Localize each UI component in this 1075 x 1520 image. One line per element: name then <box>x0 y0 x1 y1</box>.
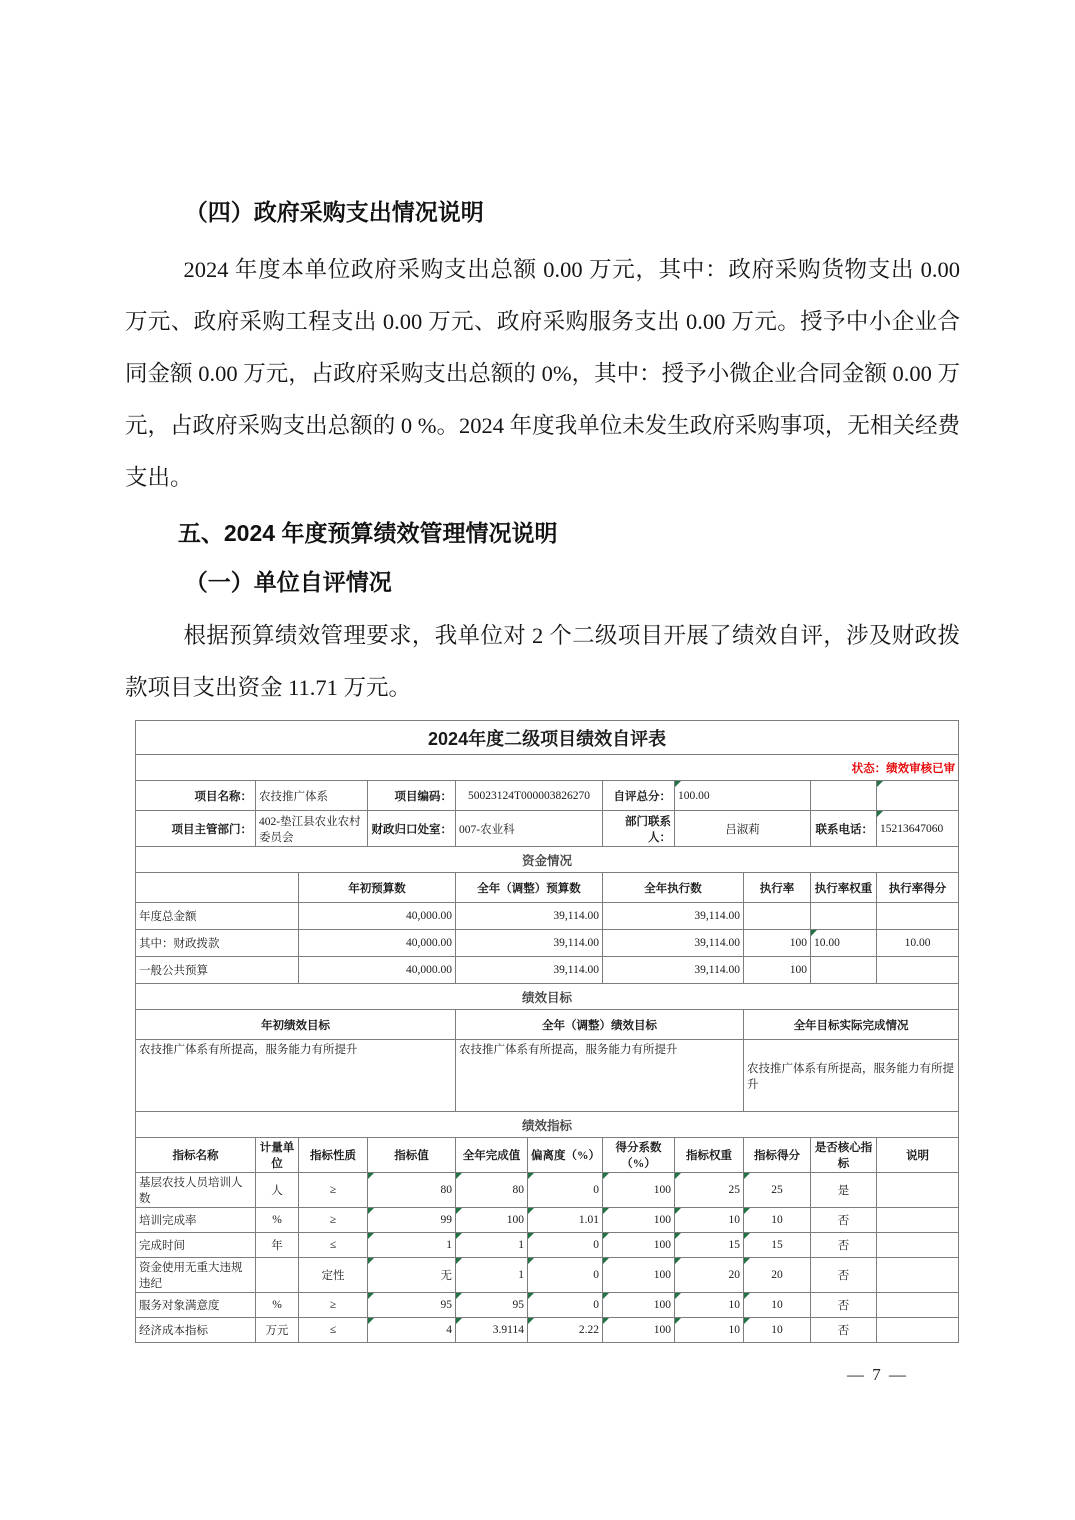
indicator-score: 25 <box>744 1173 811 1208</box>
section-goals-title: 绩效目标 <box>136 984 959 1010</box>
funding-cell: 10.00 <box>877 930 959 957</box>
indicator-coefficient: 100 <box>603 1318 675 1343</box>
indicator-score: 10 <box>744 1318 811 1343</box>
self-score-value: 100.00 <box>675 781 811 811</box>
indicator-weight: 10 <box>675 1208 744 1233</box>
status-badge: 状态：绩效审核已审 <box>136 755 959 781</box>
project-code-value: 50023124T000003826270 <box>456 781 603 811</box>
funding-row-public <box>136 957 959 984</box>
funding-header: 年初预算数 <box>299 873 456 903</box>
indicator-actual: 1 <box>456 1258 528 1293</box>
funding-cell: 10.00 <box>811 930 877 957</box>
funding-cell: 39,114.00 <box>456 903 603 930</box>
heading-self-eval: （一）单位自评情况 <box>184 570 392 595</box>
indicator-note <box>877 1318 959 1343</box>
indicator-header: 指标名称 <box>136 1138 256 1173</box>
goals-header-row <box>136 1010 959 1040</box>
indicator-deviation: 0 <box>528 1173 603 1208</box>
indicator-core: 否 <box>811 1318 877 1343</box>
indicator-unit: 万元 <box>256 1318 299 1343</box>
table-title-row <box>136 721 959 755</box>
indicator-core: 否 <box>811 1293 877 1318</box>
funding-row-fiscal <box>136 930 959 957</box>
project-name-label: 项目名称： <box>136 781 256 811</box>
indicator-score: 20 <box>744 1258 811 1293</box>
indicator-nature: ≥ <box>299 1173 368 1208</box>
indicator-coefficient: 100 <box>603 1233 675 1258</box>
indicator-weight: 20 <box>675 1258 744 1293</box>
self-eval-table <box>135 720 959 1343</box>
indicator-header: 说明 <box>877 1138 959 1173</box>
indicator-core: 是 <box>811 1173 877 1208</box>
indicator-name: 完成时间 <box>136 1233 256 1258</box>
funding-cell: 100 <box>744 930 811 957</box>
funding-row-label: 年度总金额 <box>136 903 299 930</box>
indicator-actual: 3.9114 <box>456 1318 528 1343</box>
funding-header: 执行率得分 <box>877 873 959 903</box>
indicator-score: 15 <box>744 1233 811 1258</box>
funding-header: 执行率权重 <box>811 873 877 903</box>
indicator-target: 1 <box>368 1233 456 1258</box>
indicator-header: 得分系数（%） <box>603 1138 675 1173</box>
indicator-note <box>877 1233 959 1258</box>
indicator-core: 否 <box>811 1258 877 1293</box>
dept-label: 项目主管部门： <box>136 811 256 847</box>
indicator-weight: 10 <box>675 1293 744 1318</box>
indicator-weight: 10 <box>675 1318 744 1343</box>
funding-cell: 100 <box>744 957 811 984</box>
section-funding-title: 资金情况 <box>136 847 959 873</box>
indicator-name: 经济成本指标 <box>136 1318 256 1343</box>
funding-cell: 39,114.00 <box>456 957 603 984</box>
paragraph-procurement: 2024 年度本单位政府采购支出总额 0.00 万元，其中：政府采购货物支出 0.00 万元、政府采购工程支出 0.00 万元、政府采购服务支出 0.00 万元。授予中小企业合同金额 0.00 万元，占政府采购支出总额的 0%，其中：授予小微企业合同金额 0.00 万元，占政府采购支出总额的 0 %。2024 年度我单位未发生政府采购事项，无相关经费支出。 <box>125 257 960 490</box>
funding-row-total <box>136 903 959 930</box>
funding-cell <box>877 957 959 984</box>
funding-row-label: 一般公共预算 <box>136 957 299 984</box>
funding-cell <box>811 957 877 984</box>
funding-cell: 40,000.00 <box>299 957 456 984</box>
indicator-actual: 80 <box>456 1173 528 1208</box>
phone-label: 联系电话： <box>811 811 877 847</box>
table-title: 2024年度二级项目绩效自评表 <box>136 721 959 755</box>
indicator-note <box>877 1208 959 1233</box>
funding-cell <box>877 903 959 930</box>
indicator-header-row <box>136 1138 959 1173</box>
section-indicators-title: 绩效指标 <box>136 1112 959 1138</box>
indicator-header: 计量单位 <box>256 1138 299 1173</box>
indicator-name: 基层农技人员培训人数 <box>136 1173 256 1208</box>
indicator-header: 偏离度（%） <box>528 1138 603 1173</box>
indicator-weight: 25 <box>675 1173 744 1208</box>
indicator-note <box>877 1258 959 1293</box>
funding-header-empty <box>136 873 299 903</box>
indicator-coefficient: 100 <box>603 1293 675 1318</box>
info-row-1 <box>136 781 959 811</box>
heading-performance: 五、2024 年度预算绩效管理情况说明 <box>177 520 558 546</box>
indicator-nature: 定性 <box>299 1258 368 1293</box>
indicator-coefficient: 100 <box>603 1208 675 1233</box>
goal-adjusted: 农技推广体系有所提高，服务能力有所提升 <box>456 1040 744 1112</box>
goals-header: 全年目标实际完成情况 <box>744 1010 959 1040</box>
dept-value: 402-垫江县农业农村委员会 <box>256 811 368 847</box>
indicator-header: 是否核心指标 <box>811 1138 877 1173</box>
indicator-deviation: 1.01 <box>528 1208 603 1233</box>
finance-office-value: 007-农业科 <box>456 811 603 847</box>
funding-cell: 39,114.00 <box>456 930 603 957</box>
funding-header-row <box>136 873 959 903</box>
goals-header: 全年（调整）绩效目标 <box>456 1010 744 1040</box>
project-name-value: 农技推广体系 <box>256 781 368 811</box>
indicator-coefficient: 100 <box>603 1258 675 1293</box>
empty-cell <box>811 781 877 811</box>
indicator-unit <box>256 1258 299 1293</box>
info-row-2 <box>136 811 959 847</box>
empty-cell <box>877 781 959 811</box>
indicator-note <box>877 1173 959 1208</box>
page-number: — 7 — <box>847 1365 908 1384</box>
goal-initial: 农技推广体系有所提高，服务能力有所提升 <box>136 1040 456 1112</box>
contact-value: 吕淑莉 <box>675 811 811 847</box>
indicator-score: 10 <box>744 1293 811 1318</box>
indicator-target: 95 <box>368 1293 456 1318</box>
indicator-nature: ≥ <box>299 1293 368 1318</box>
self-score-label: 自评总分： <box>603 781 675 811</box>
indicator-weight: 15 <box>675 1233 744 1258</box>
indicator-unit: 人 <box>256 1173 299 1208</box>
indicator-header: 全年完成值 <box>456 1138 528 1173</box>
section-indicators <box>136 1112 959 1138</box>
funding-cell: 39,114.00 <box>603 903 744 930</box>
goals-header: 年初绩效目标 <box>136 1010 456 1040</box>
indicator-nature: ≥ <box>299 1208 368 1233</box>
indicator-score: 10 <box>744 1208 811 1233</box>
indicator-header: 指标性质 <box>299 1138 368 1173</box>
funding-header: 全年执行数 <box>603 873 744 903</box>
indicator-core: 否 <box>811 1208 877 1233</box>
heading-procurement: （四）政府采购支出情况说明 <box>184 200 484 225</box>
indicator-row <box>136 1258 959 1293</box>
section-goals <box>136 984 959 1010</box>
indicator-header: 指标值 <box>368 1138 456 1173</box>
indicator-name: 培训完成率 <box>136 1208 256 1233</box>
indicator-row <box>136 1293 959 1318</box>
indicator-unit: % <box>256 1208 299 1233</box>
indicator-header: 指标权重 <box>675 1138 744 1173</box>
funding-cell: 39,114.00 <box>603 957 744 984</box>
funding-cell: 40,000.00 <box>299 903 456 930</box>
indicator-actual: 1 <box>456 1233 528 1258</box>
indicator-header: 指标得分 <box>744 1138 811 1173</box>
indicator-actual: 95 <box>456 1293 528 1318</box>
indicator-nature: ≤ <box>299 1318 368 1343</box>
indicator-deviation: 0 <box>528 1233 603 1258</box>
indicator-target: 无 <box>368 1258 456 1293</box>
indicator-target: 80 <box>368 1173 456 1208</box>
goals-content-row <box>136 1040 959 1112</box>
indicator-row <box>136 1208 959 1233</box>
indicator-row <box>136 1173 959 1208</box>
indicator-target: 4 <box>368 1318 456 1343</box>
paragraph-self-eval: 根据预算绩效管理要求，我单位对 2 个二级项目开展了绩效自评，涉及财政拨款项目支出资金 11.71 万元。 <box>125 623 960 700</box>
indicator-deviation: 2.22 <box>528 1318 603 1343</box>
indicator-actual: 100 <box>456 1208 528 1233</box>
indicator-row <box>136 1318 959 1343</box>
funding-header: 全年（调整）预算数 <box>456 873 603 903</box>
status-row <box>136 755 959 781</box>
funding-cell <box>811 903 877 930</box>
finance-office-label: 财政归口处室： <box>368 811 456 847</box>
indicator-deviation: 0 <box>528 1258 603 1293</box>
goal-actual: 农技推广体系有所提高，服务能力有所提升 <box>744 1040 959 1112</box>
contact-label: 部门联系人： <box>603 811 675 847</box>
indicator-nature: ≤ <box>299 1233 368 1258</box>
indicator-note <box>877 1293 959 1318</box>
indicator-name: 资金使用无重大违规违纪 <box>136 1258 256 1293</box>
funding-cell: 40,000.00 <box>299 930 456 957</box>
funding-header: 执行率 <box>744 873 811 903</box>
funding-row-label: 其中：财政拨款 <box>136 930 299 957</box>
indicator-target: 99 <box>368 1208 456 1233</box>
indicator-deviation: 0 <box>528 1293 603 1318</box>
project-code-label: 项目编码： <box>368 781 456 811</box>
funding-cell <box>744 903 811 930</box>
indicator-core: 否 <box>811 1233 877 1258</box>
indicator-coefficient: 100 <box>603 1173 675 1208</box>
indicator-unit: 年 <box>256 1233 299 1258</box>
indicator-row <box>136 1233 959 1258</box>
section-funding <box>136 847 959 873</box>
phone-value: 15213647060 <box>877 811 959 847</box>
indicator-name: 服务对象满意度 <box>136 1293 256 1318</box>
funding-cell: 39,114.00 <box>603 930 744 957</box>
indicator-unit: % <box>256 1293 299 1318</box>
